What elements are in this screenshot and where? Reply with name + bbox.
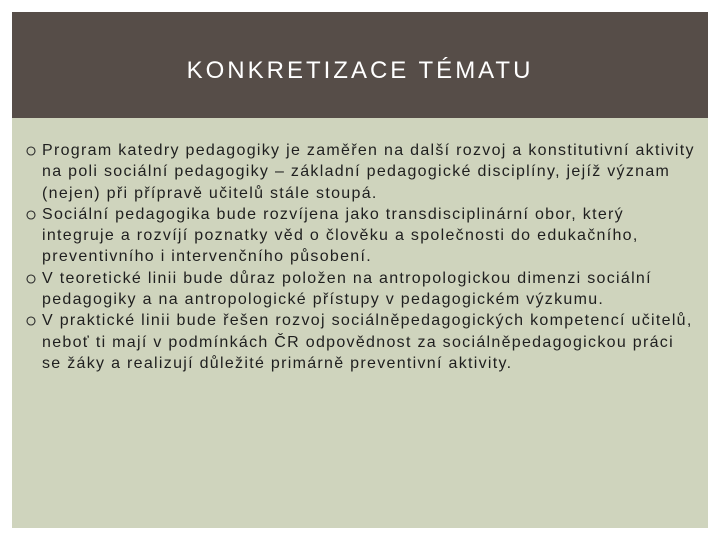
bullet-list	[26, 140, 698, 374]
slide-title: KONKRETIZACE TÉMATU	[186, 57, 534, 84]
slide	[12, 12, 708, 528]
bullet-item	[26, 140, 698, 204]
circle-outline-icon	[26, 210, 36, 220]
bullet-item	[26, 268, 698, 311]
circle-outline-icon	[26, 316, 36, 326]
bullet-text: V praktické linii bude řešen rozvoj sociálněpedagogických kompetencí učitelů, neboť ti mají v podmínkách ČR odpovědnost za sociálněpedagogickou práci se žáky a realizují důležité primárně preventivní aktivity.	[42, 312, 693, 372]
bullet-item	[26, 310, 698, 374]
bullet-text: Sociální pedagogika bude rozvíjena jako transdisciplinární obor, který integruje a rozvíjí poznatky věd o člověku a společnosti do edukačního, preventivního i intervenčního působení.	[42, 205, 639, 266]
bullet-item	[26, 204, 698, 268]
title-bar	[12, 12, 708, 118]
bullet-text: Program katedry pedagogiky je zaměřen na další rozvoj a konstitutivní aktivity na poli sociální pedagogiky – základní pedagogické disciplíny, jejíž význam (nejen) při přípravě učitelů stále stoupá.	[42, 142, 695, 202]
circle-outline-icon	[26, 274, 36, 284]
bullet-text: V teoretické linii bude důraz položen na antropologickou dimenzi sociální pedagogiky a na antropologické přístupy v pedagogickém výzkumu.	[42, 269, 652, 309]
circle-outline-icon	[26, 146, 36, 156]
